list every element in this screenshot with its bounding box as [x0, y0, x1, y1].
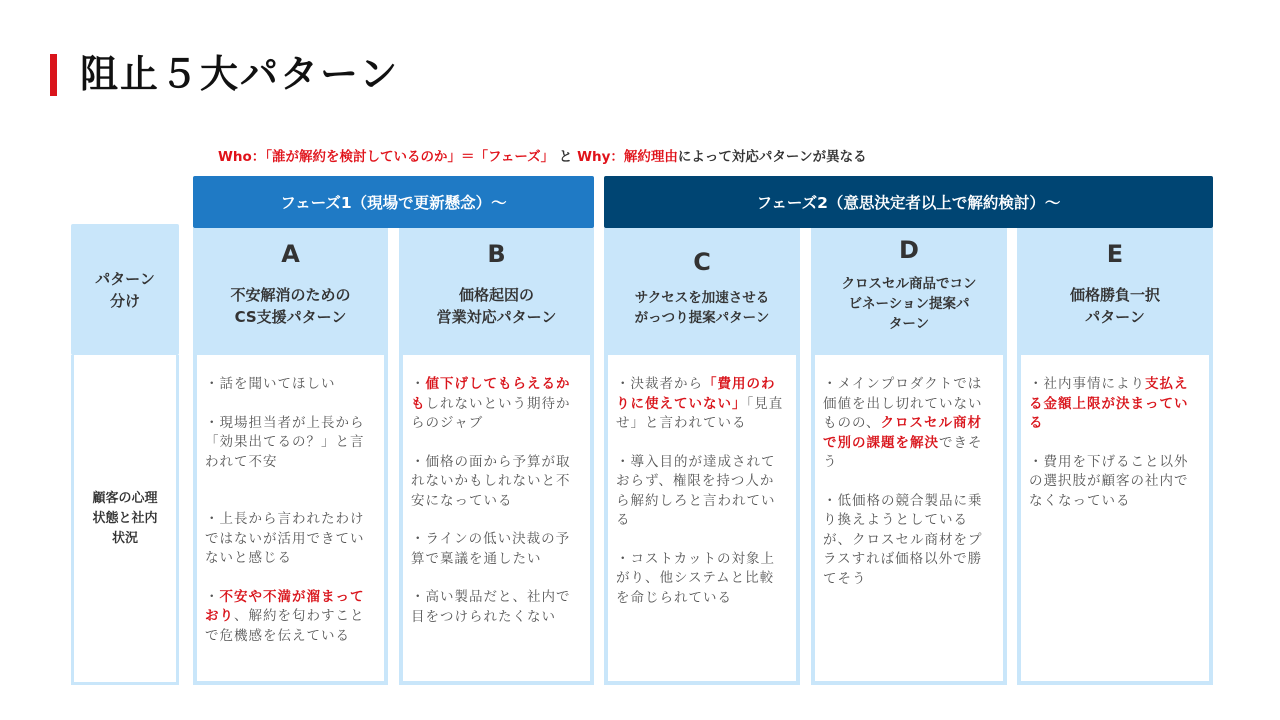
- pattern-name-line: サクセスを加速させる: [634, 290, 770, 306]
- row-header-pattern: [71, 224, 179, 355]
- pattern-name-line: 営業対応パターン: [436, 308, 557, 326]
- state-item: ・費用を下げること以外の選択肢が顧客の社内でなくなっている: [1029, 453, 1189, 509]
- pattern-name-line: ビネーション提案パ: [848, 296, 970, 312]
- phase-1-header: フェーズ1（現場で更新懸念）～: [193, 176, 594, 228]
- state-item: ・ラインの低い決裁の予算で稟議を通したい: [411, 531, 571, 567]
- state-item: ・決裁者から「費用のわりに使えていない」「見直せ」と言われている: [616, 376, 784, 431]
- subtitle-why: Why：解約理由: [577, 149, 678, 165]
- highlight-text: 値下げしてもらえるかも: [411, 376, 571, 412]
- pattern-letter: A: [281, 240, 300, 268]
- subtitle-who: Who：「誰が解約を検討しているのか」＝「フェーズ」: [218, 149, 555, 165]
- state-item: ・話を聞いてほしい: [205, 376, 336, 392]
- pattern-b-header: [399, 228, 594, 355]
- pattern-name: [842, 274, 977, 334]
- subtitle-and: と: [558, 149, 578, 165]
- state-item: ・不安や不満が溜まっており、解約を匂わすことで危機感を伝えている: [205, 588, 365, 644]
- pattern-name-line: 価格勝負一択: [1069, 286, 1160, 304]
- pattern-name: [635, 288, 770, 328]
- pattern-e-header: [1017, 228, 1213, 355]
- pattern-name: [1070, 284, 1160, 328]
- subtitle: [218, 145, 867, 165]
- pattern-letter: D: [899, 236, 919, 264]
- state-item: ・導入目的が達成されておらず、権限を持つ人から解約しろと言われている: [616, 453, 776, 528]
- pattern-name-line: ターン: [888, 316, 930, 332]
- pattern-a-header: [193, 228, 388, 355]
- pattern-letter: E: [1106, 240, 1124, 268]
- pattern-c-header: [604, 228, 800, 355]
- pattern-name-line: パターン: [1085, 308, 1145, 326]
- pattern-name: [230, 284, 350, 328]
- row-header-state-line: 状況: [111, 530, 138, 546]
- state-item: ・現場担当者が上長から「効果出てるの？」と言われて不安: [205, 414, 365, 470]
- state-item: ・低価格の競合製品に乗り換えようとしているが、クロスセル商材をプラスすれば価格以外で勝てそう: [823, 492, 983, 587]
- subtitle-rest: によって対応パターンが異なる: [677, 149, 867, 165]
- state-item: ・コストカットの対象上がり、他システムと比較を命じられている: [616, 550, 775, 606]
- pattern-name: [437, 284, 557, 328]
- pattern-name-line: 価格起因の: [458, 286, 534, 304]
- pattern-letter: B: [487, 240, 506, 268]
- pattern-name-line: CS支援パターン: [234, 308, 347, 326]
- state-item: ・値下げしてもらえるかもしれないという期待からのジャブ: [411, 376, 571, 431]
- title-accent-bar: [50, 54, 57, 96]
- state-item: ・社内事情により支払える金額上限が決まっている: [1029, 376, 1189, 431]
- row-header-pattern-line: 分け: [109, 291, 140, 310]
- pattern-d-state-cell: [811, 355, 1007, 685]
- highlight-text: 「費用のわりに使えていない」: [616, 376, 776, 412]
- page-title: 阻止５大パターン: [80, 52, 400, 96]
- pattern-a-state-cell: [193, 355, 388, 685]
- state-item: ・高い製品だと、社内で目をつけられたくない: [411, 589, 571, 625]
- phase-2-header: フェーズ2（意思決定者以上で解約検討）～: [604, 176, 1213, 228]
- pattern-d-header: [811, 228, 1007, 355]
- pattern-b-state-cell: [399, 355, 594, 685]
- row-header-pattern-line: パターン: [95, 269, 155, 288]
- pattern-name-line: がっつり提案パターン: [634, 310, 770, 326]
- state-item: ・上長から言われたわけではないが活用できていないと感じる: [205, 511, 365, 566]
- state-item: ・価格の面から予算が取れないかもしれないと不安になっている: [411, 453, 571, 509]
- highlight-text: クロスセル商材で別の課題を解決: [823, 415, 982, 451]
- row-header-state-line: 状態と社内: [92, 510, 158, 526]
- pattern-name-line: 不安解消のための: [230, 286, 351, 304]
- pattern-letter: C: [693, 248, 711, 276]
- highlight-text: 支払える金額上限が決まっている: [1029, 376, 1189, 431]
- state-item: ・メインプロダクトでは価値を出し切れていないものの、クロスセル商材で別の課題を解決できそう: [823, 376, 983, 470]
- row-header-customer-state: [71, 355, 179, 685]
- highlight-text: 不安や不満が溜まっており: [205, 588, 365, 624]
- row-header-state-line: 顧客の心理: [92, 490, 158, 506]
- pattern-c-state-cell: [604, 355, 800, 685]
- pattern-name-line: クロスセル商品でコン: [841, 276, 977, 292]
- pattern-e-state-cell: [1017, 355, 1213, 685]
